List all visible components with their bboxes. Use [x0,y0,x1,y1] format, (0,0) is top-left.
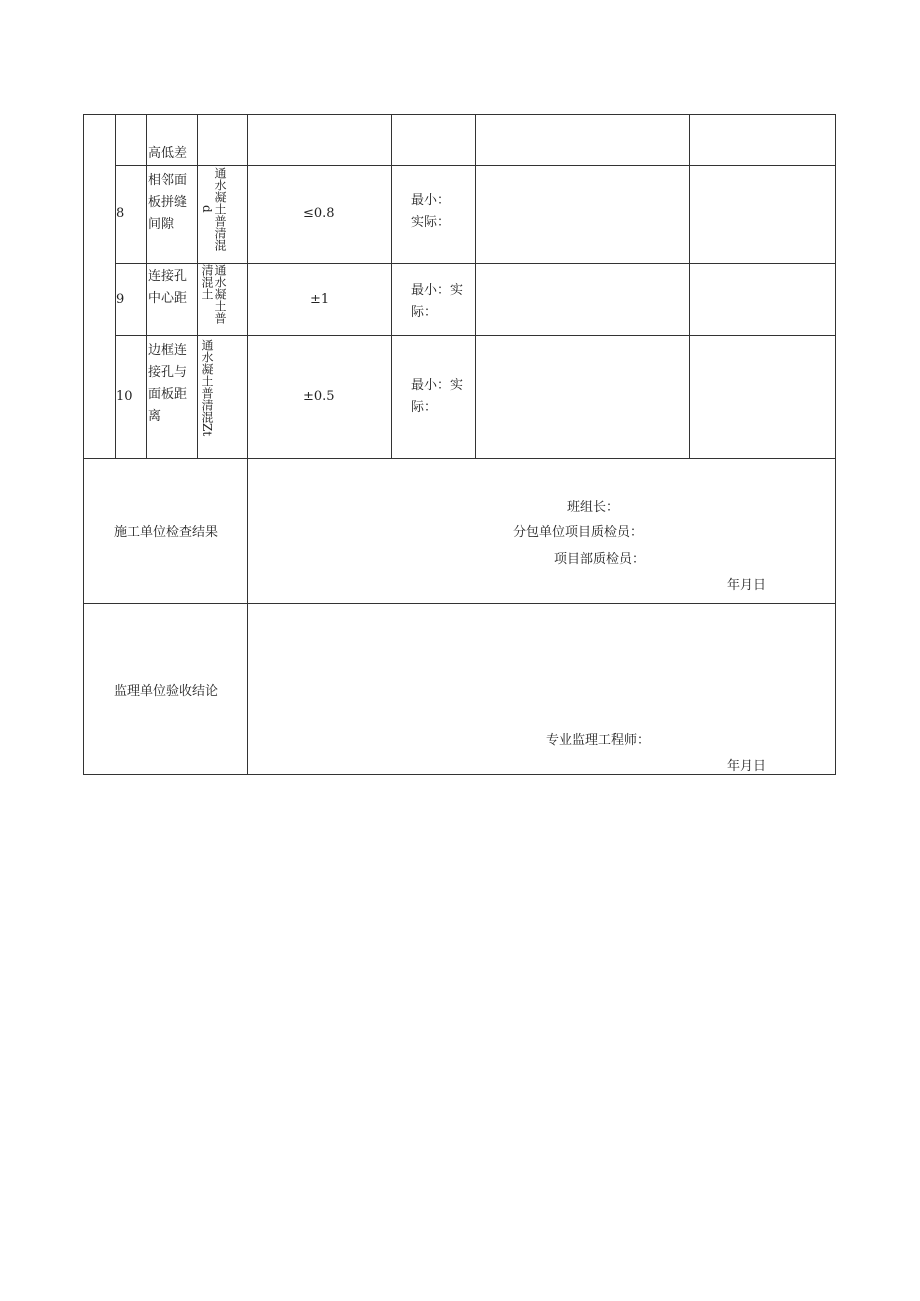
row-divider-5 [83,603,836,604]
col-divider-result [689,114,690,458]
construction-label: 施工单位检查结果 [114,525,219,540]
row-1-number: 8 [116,206,125,221]
row-1-measure: 最小：实际： [411,193,451,230]
table-border-left [83,114,84,775]
sub-qc-label: 分包单位项目质检员： [513,525,644,540]
row-3-number: 10 [116,389,133,404]
row-1-method-b-extra: d [200,205,214,213]
supervision-date: 年月日 [727,759,767,774]
row-1-tolerance: ≤0.8 [303,206,335,221]
row-2-item: 连接孔中心距 [148,269,188,306]
row-3-tolerance: ±0.5 [303,389,335,404]
col-divider-method-b [247,114,248,775]
row-2-tolerance: ±1 [310,292,330,307]
table-border-top [83,114,836,115]
team-leader-label: 班组长： [567,500,620,515]
row-2-measure: 最小：实际： [411,283,464,320]
table-border-right [835,114,836,775]
row-2-method-b: 通水凝土普 [213,264,227,324]
col-divider-method [197,114,198,458]
engineer-label: 专业监理工程师： [546,733,651,748]
row-0-item: 高低差 [148,146,188,161]
row-divider-4 [83,458,836,459]
row-1-method-b: 通水凝土普清混 [213,167,227,251]
row-2-method-a: 清混土 [200,264,214,300]
col-divider-tolerance [391,114,392,458]
supervision-label: 监理单位验收结论 [114,684,219,699]
row-3-measure: 最小：实际： [411,378,464,415]
col-divider-item [146,114,147,458]
col-divider-num [115,114,116,458]
construction-date: 年月日 [727,578,767,593]
row-3-method-b: 通水凝土普清混Zt [200,339,214,437]
table-border-bottom [83,774,836,775]
row-3-item: 边框连接孔与面板距离 [148,343,188,424]
row-2-number: 9 [116,292,125,307]
col-divider-measure [475,114,476,458]
row-1-item: 相邻面板拼缝间隙 [148,173,188,232]
project-qc-label: 项目部质检员： [554,552,646,567]
